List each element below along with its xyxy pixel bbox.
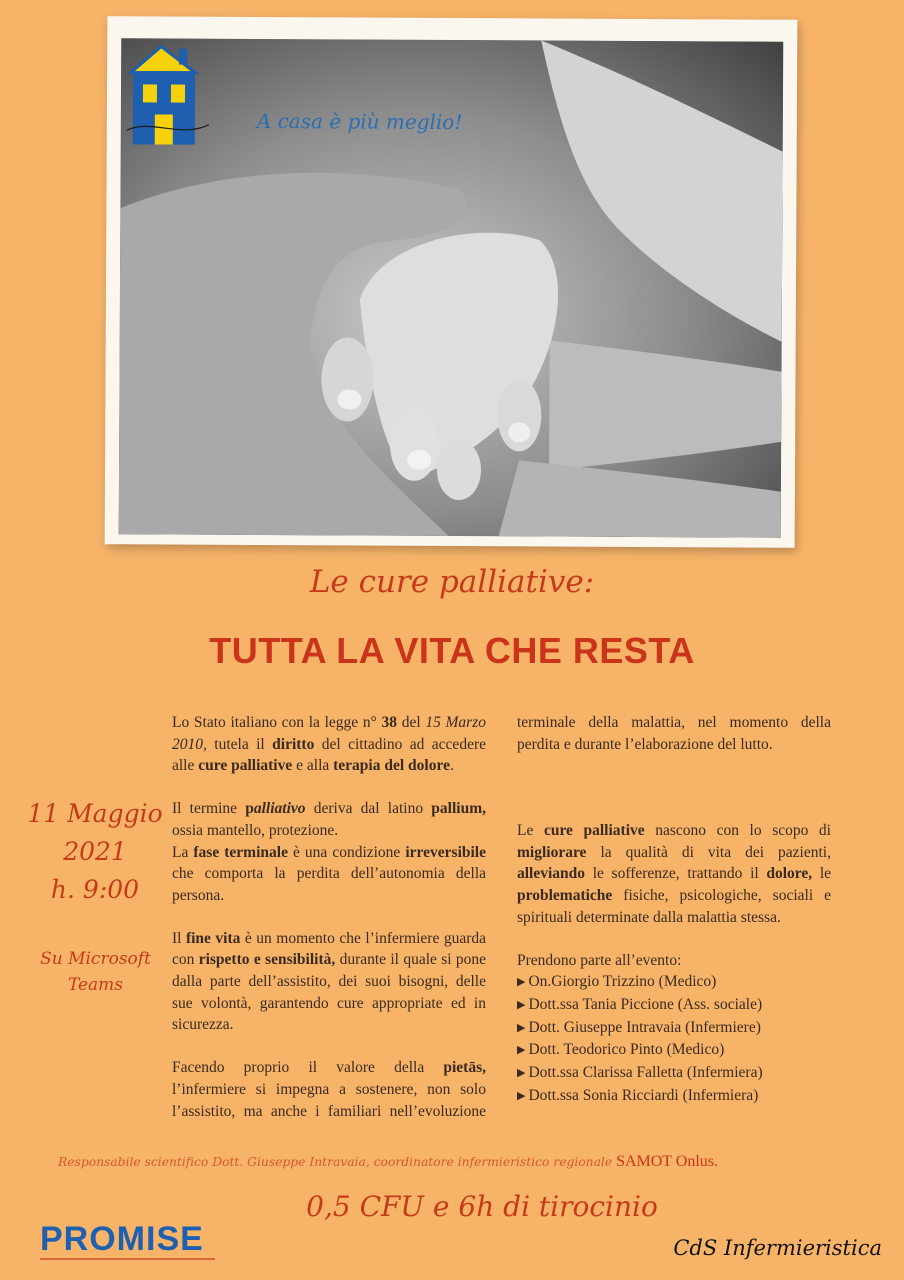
event-time: h. 9:00 [50,875,140,904]
organization-name: SAMOT Onlus. [616,1153,719,1170]
scientific-responsible: Responsabile scientifico Dott. Giuseppe Intravaia, coordinatore infermieristico regionale SAMOT Onlus. [58,1153,719,1170]
credits: 0,5 CFU e 6h di tirocinio [306,1190,658,1223]
paragraph-end-of-life: Il fine vita è un momento che l’infermiere guarda con rispetto e sensibilità, durante il quale si pone dalla parte dell’assistito, dei suoi bisogni, delle sue volontà, garantendo cure appropriate ed in sicurezza. [172,929,486,1034]
slogan: A casa è più meglio! [256,108,463,135]
platform-line-1: Su Microsoft [40,949,151,969]
platform-line-2: Teams [67,975,124,995]
arrow-icon: ▶ [517,1089,526,1102]
paragraph-pietas-continued: terminale della malattia, nel momento della perdita e durante l’elaborazione del lutto. [517,714,831,753]
event-date [20,795,170,909]
arrow-icon: ▶ [517,1044,526,1057]
subtitle: Le cure palliative: [309,564,595,600]
page-title: TUTTA LA VITA CHE RESTA [209,630,695,671]
hands-photo [119,38,784,537]
arrow-icon: ▶ [517,1021,526,1034]
list-item: ▶ Dott.ssa Sonia Ricciardi (Infermiera) [517,1085,831,1108]
list-item: ▶ Dott. Giuseppe Intravaia (Infermiere) [517,1017,831,1040]
arrow-icon: ▶ [517,998,526,1011]
promise-logo [40,1218,220,1266]
paragraph-law: Lo Stato italiano con la legge n° 38 del 15 Marzo 2010, tutela il diritto del cittadino ad accedere alle cure palliative e alla terapia del dolore. [172,714,486,775]
list-item: ▶ Dott.ssa Clarissa Falletta (Infermiera) [517,1062,831,1085]
text-column-left [172,712,486,1122]
speakers-intro: Prendono parte all’evento: [517,951,682,969]
house-logo-icon [121,38,212,148]
promise-logo-text: PROMISE [40,1220,204,1258]
arrow-icon: ▶ [517,1067,526,1080]
list-item: ▶ Dott.ssa Tania Piccione (Ass. sociale) [517,994,831,1017]
paragraph-term: Il termine palliativo deriva dal latino pallium, ossia mantello, protezione. [172,800,486,839]
event-day: 11 Maggio [27,799,163,828]
text-column-right [517,712,831,1107]
event-year: 2021 [63,837,127,866]
paragraph-pietas: Facendo proprio il valore della pietās, l’infermiere si impegna a sostenere, non solo l’assistito, ma anche i familiari nell’evoluzione [172,1059,486,1120]
arrow-icon: ▶ [517,976,526,989]
event-platform [28,946,163,998]
speakers-list [517,971,831,1107]
photo-frame [105,16,798,548]
list-item: ▶ Dott. Teodorico Pinto (Medico) [517,1039,831,1062]
paragraph-terminal-phase: La fase terminale è una condizione irreversibile che comporta la perdita dell’autonomia della persona. [172,843,486,904]
course-name: CdS Infermieristica [673,1236,882,1260]
list-item: ▶ On.Giorgio Trizzino (Medico) [517,971,831,994]
paragraph-palliative-care: Le cure palliative nascono con lo scopo di migliorare la qualità di vita dei pazienti, alleviando le sofferenze, trattando il dolore, le problematiche fisiche, psicologiche, sociali e spirituali determinate dalla malattia stessa. [517,822,832,926]
